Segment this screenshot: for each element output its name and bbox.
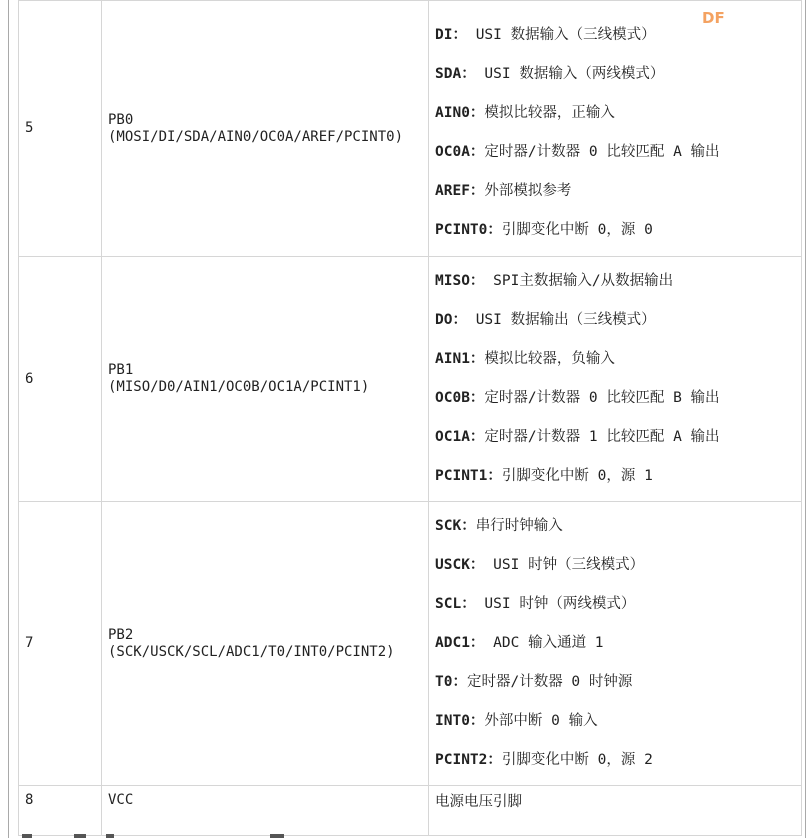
function-label: SCK：	[435, 518, 476, 534]
function-label: PCINT1：	[435, 468, 502, 484]
function-description: USI 数据输入（三线模式）	[466, 26, 656, 43]
function-description: 引脚变化中断 0，源 1	[501, 468, 653, 484]
list-item	[435, 418, 795, 457]
function-label: AIN0：	[435, 104, 485, 121]
function-description: 外部中断 0 输入	[484, 713, 598, 729]
pin-name-cell	[102, 257, 429, 502]
list-item	[435, 457, 795, 496]
pin-name: PB1	[108, 362, 134, 378]
list-item	[435, 133, 795, 172]
function-label: PCINT2：	[435, 752, 502, 768]
function-description: USI 数据输出（三线模式）	[466, 312, 656, 328]
pin-alternate-functions: (MISO/D0/AIN1/OC0B/OC1A/PCINT1)	[108, 379, 370, 395]
function-description: 定时器/计数器 0 时钟源	[466, 674, 633, 690]
cut-off-next-row	[18, 831, 318, 838]
pin-name: VCC	[108, 792, 134, 808]
function-description: ADC 输入通道 1	[484, 635, 604, 651]
function-description: USI 时钟（两线模式）	[475, 596, 636, 612]
list-item	[435, 702, 795, 741]
pin-number: 5	[19, 1, 102, 257]
list-item	[435, 741, 795, 780]
function-list-cell	[429, 786, 802, 836]
watermark-logo	[674, 8, 734, 30]
function-label: SCL：	[435, 596, 476, 612]
list-item	[435, 507, 795, 546]
pin-number: 8	[19, 786, 102, 836]
list-item	[435, 301, 795, 340]
list-item	[435, 172, 795, 211]
pin-name-cell	[102, 1, 429, 257]
function-label: ADC1：	[435, 635, 485, 651]
function-description: 定时器/计数器 1 比较匹配 A 输出	[484, 429, 720, 445]
function-label: PCINT0：	[435, 221, 502, 238]
list-item	[435, 94, 795, 133]
function-label: OC0A：	[435, 143, 485, 160]
function-description: 引脚变化中断 0，源 0	[501, 221, 653, 238]
function-label: USCK：	[435, 557, 485, 573]
pin-description-table	[18, 0, 802, 836]
function-description: 模拟比较器，负输入	[484, 351, 615, 367]
function-list-cell	[429, 1, 802, 257]
list-item	[435, 16, 795, 55]
function-label: OC0B：	[435, 390, 485, 406]
function-label: DI：	[435, 26, 467, 43]
right-border	[805, 0, 806, 838]
function-label: DO：	[435, 312, 467, 328]
function-description: 外部模拟参考	[484, 182, 572, 199]
table-row	[19, 502, 802, 786]
pin-alternate-functions: (SCK/USCK/SCL/ADC1/T0/INT0/PCINT2)	[108, 643, 395, 660]
function-label: T0：	[435, 674, 467, 690]
function-description: 模拟比较器，正输入	[484, 104, 615, 121]
pin-name: PB2	[108, 626, 134, 643]
pin-name: PB0	[108, 111, 134, 128]
function-description: 串行时钟输入	[475, 518, 563, 534]
function-label: AIN1：	[435, 351, 485, 367]
pin-name-cell	[102, 786, 429, 836]
function-label: AREF：	[435, 182, 485, 199]
list-item	[435, 546, 795, 585]
function-list-cell	[429, 257, 802, 502]
function-description: 定时器/计数器 0 比较匹配 A 输出	[484, 143, 720, 160]
list-item	[435, 262, 795, 301]
function-description: SPI主数据输入/从数据输出	[484, 273, 674, 289]
function-label: INT0：	[435, 713, 485, 729]
pin-number: 6	[19, 257, 102, 502]
function-label: OC1A：	[435, 429, 485, 445]
table-row	[19, 786, 802, 836]
function-label: MISO：	[435, 273, 485, 289]
pin-alternate-functions: (MOSI/DI/SDA/AIN0/OC0A/AREF/PCINT0)	[108, 128, 404, 145]
function-description: 引脚变化中断 0，源 2	[501, 752, 653, 768]
function-list-cell	[429, 502, 802, 786]
pin-name-cell	[102, 502, 429, 786]
list-item	[435, 663, 795, 702]
list-item	[435, 585, 795, 624]
list-item	[435, 211, 795, 250]
list-item	[435, 340, 795, 379]
function-description: 电源电压引脚	[435, 794, 522, 810]
function-description: USI 数据输入（两线模式）	[475, 65, 665, 82]
function-label: SDA：	[435, 65, 476, 82]
watermark-text: DF	[702, 9, 725, 27]
list-item	[435, 792, 795, 812]
list-item	[435, 55, 795, 94]
function-description: USI 时钟（三线模式）	[484, 557, 645, 573]
table-row	[19, 257, 802, 502]
table-row	[19, 1, 802, 257]
list-item	[435, 379, 795, 418]
pin-number: 7	[19, 502, 102, 786]
left-border	[8, 0, 9, 838]
function-description: 定时器/计数器 0 比较匹配 B 输出	[484, 390, 720, 406]
list-item	[435, 624, 795, 663]
